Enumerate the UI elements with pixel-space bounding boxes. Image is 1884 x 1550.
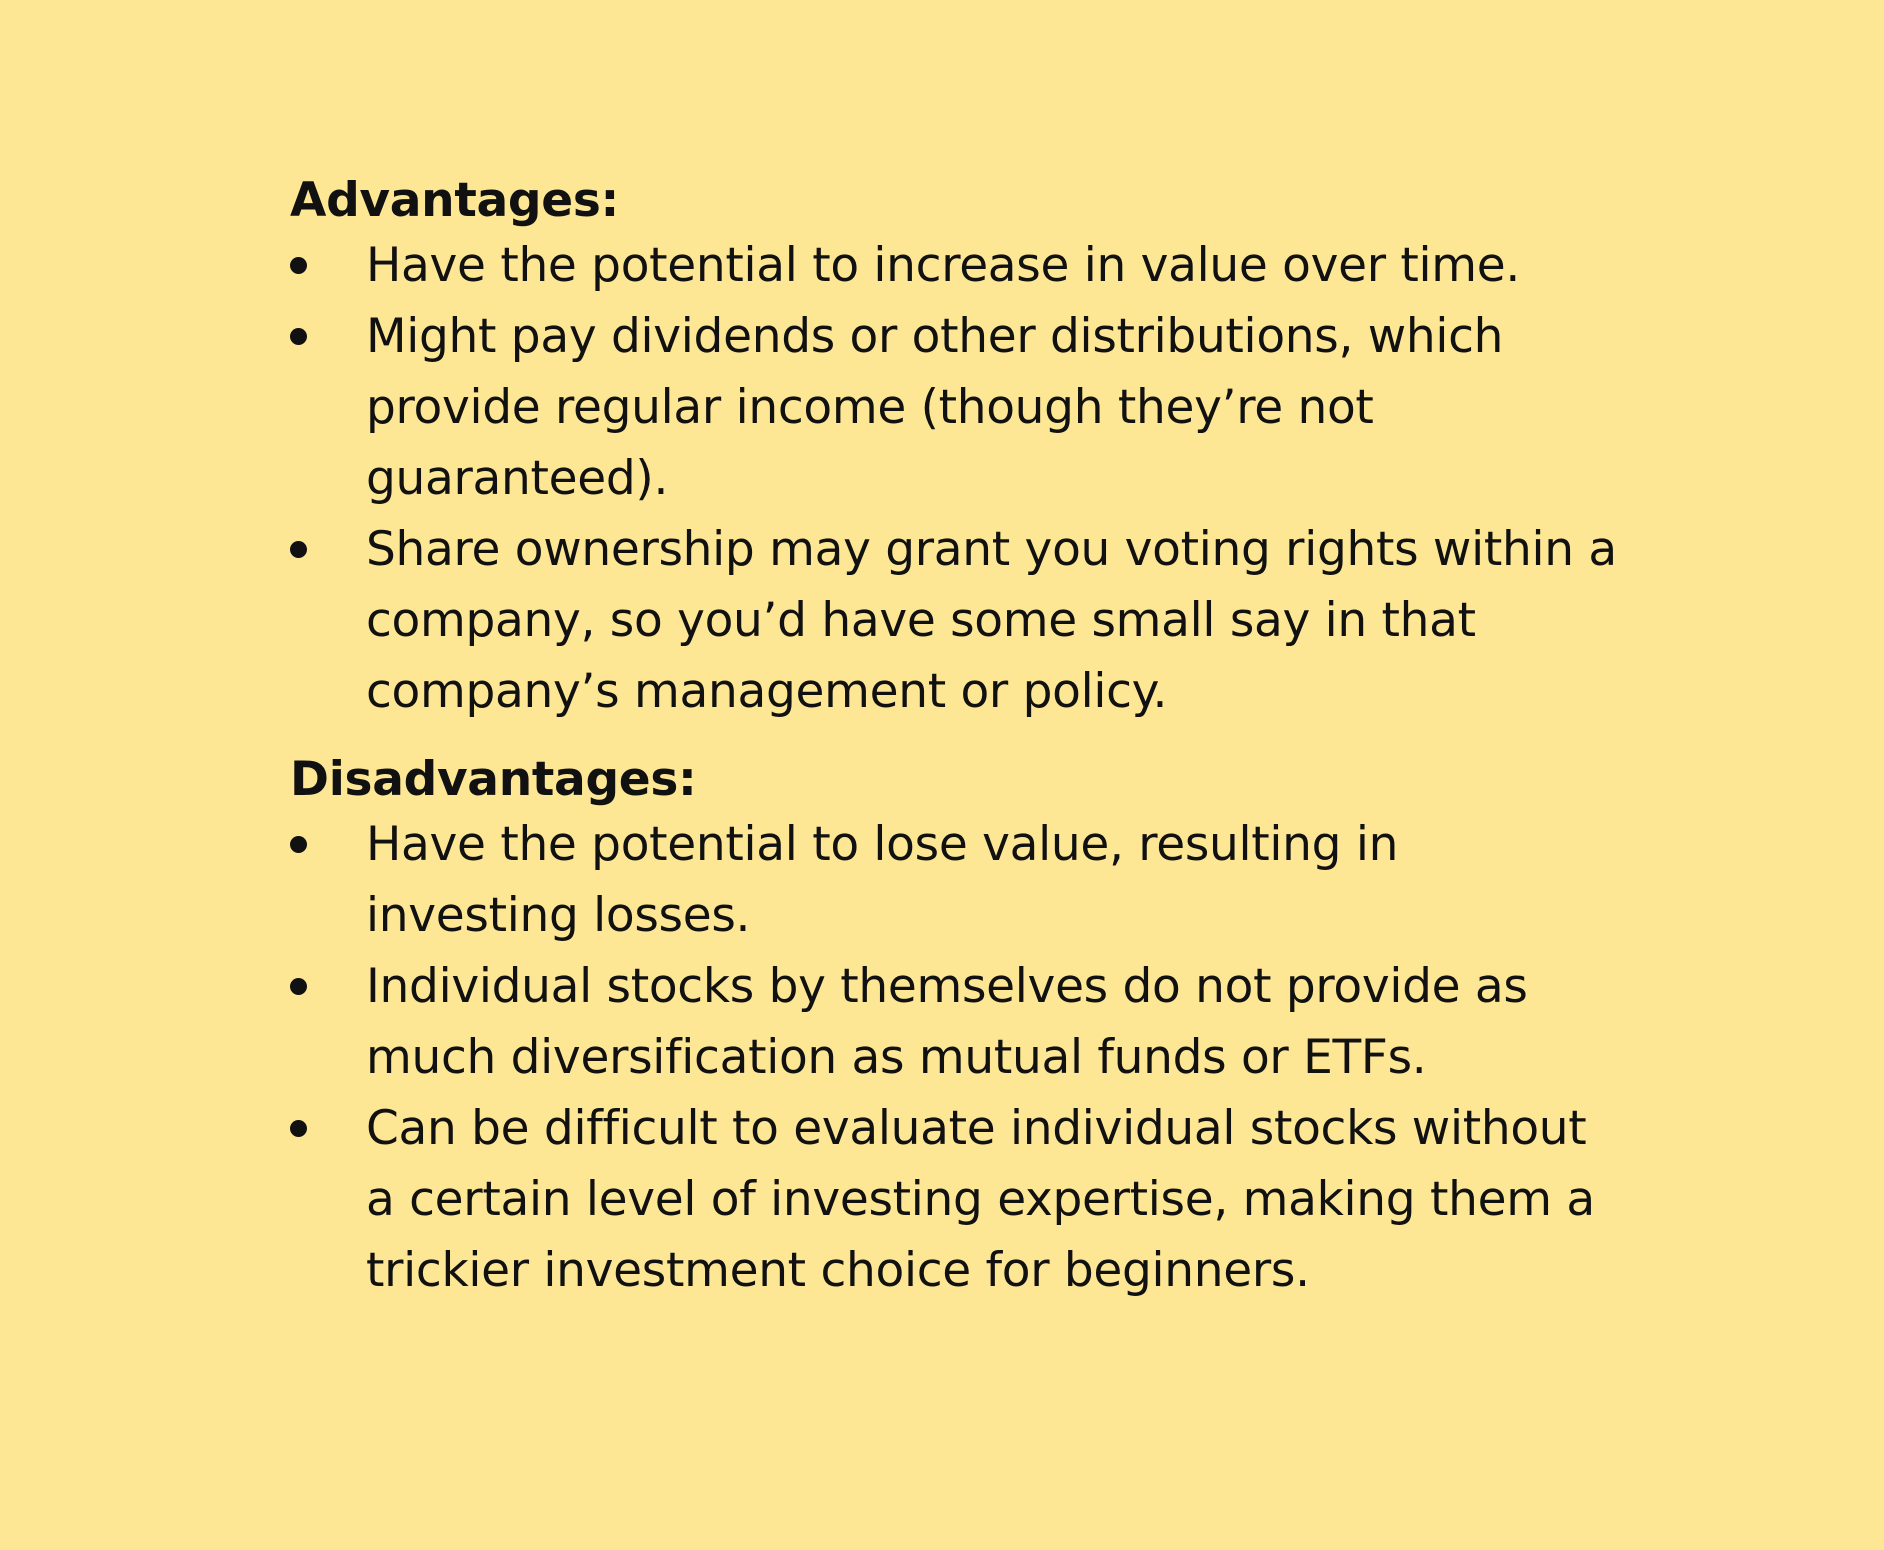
disadvantages-list-item [290, 809, 1620, 951]
advantages-item-text: Have the potential to increase in value over time. [366, 238, 1521, 293]
disadvantages-list-item [290, 951, 1620, 1093]
bullet-icon [290, 978, 307, 995]
bullet-icon [290, 257, 307, 274]
advantages-list-item [290, 230, 1620, 301]
advantages-list-item [290, 301, 1620, 514]
advantages-item-text: Might pay dividends or other distributions, which provide regular income (though they’re not guaranteed). [366, 309, 1504, 506]
disadvantages-item-text: Have the potential to lose value, resulting in investing losses. [366, 817, 1399, 943]
advantages-list-item [290, 514, 1620, 727]
disadvantages-item-text: Individual stocks by themselves do not provide as much diversification as mutual funds or ETFs. [366, 959, 1528, 1085]
bullet-icon [290, 1120, 307, 1137]
bullet-icon [290, 541, 307, 558]
pros-cons-panel [290, 172, 1620, 1306]
bullet-icon [290, 328, 307, 345]
disadvantages-list [290, 809, 1620, 1306]
advantages-list [290, 230, 1620, 727]
advantages-heading: Advantages: [290, 173, 620, 228]
bullet-icon [290, 836, 307, 853]
disadvantages-list-item [290, 1093, 1620, 1306]
advantages-item-text: Share ownership may grant you voting rights within a company, so you’d have some small say in that company’s management or policy. [366, 522, 1617, 719]
disadvantages-heading: Disadvantages: [290, 752, 697, 807]
disadvantages-item-text: Can be difficult to evaluate individual stocks without a certain level of investing expertise, making them a trickier investment choice for beginners. [366, 1101, 1595, 1298]
